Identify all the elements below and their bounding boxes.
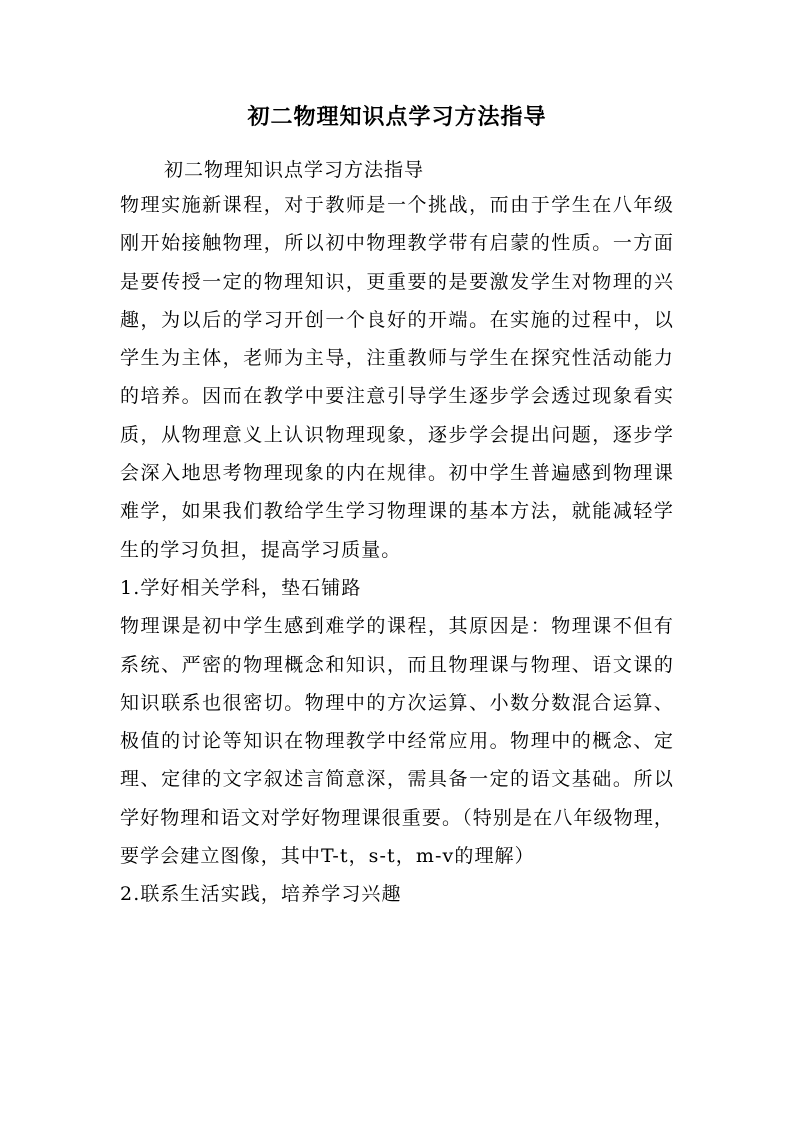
document-title: 初二物理知识点学习方法指导 (247, 105, 547, 130)
document-subtitle: 初二物理知识点学习方法指导 (164, 159, 425, 181)
section-1-paragraph: 物理课是初中学生感到难学的课程，其原因是：物理课不但有系统、严密的物理概念和知识，而且物理课与物理、语文课的知识联系也很密切。物理中的方次运算、小数分数混合运算、极值的讨论等知识在物理教学中经常应用。物理中的概念、定理、定律的文字叙述言简意深，需具备一定的语文基础。所以学好物理和语文对学好物理课很重要。（特别是在八年级物理，要学会建立图像，其中T-t，s-t，m-v的理解） (120, 615, 674, 868)
section-heading-1: 1.学好相关学科，垫石铺路 (120, 576, 362, 599)
section-heading-2: 2.联系生活实践，培养学习兴趣 (120, 883, 402, 906)
intro-paragraph: 物理实施新课程，对于教师是一个挑战，而由于学生在八年级刚开始接触物理，所以初中物理教学带有启蒙的性质。一方面是要传授一定的物理知识，更重要的是要激发学生对物理的兴趣，为以后的学习开创一个良好的开端。在实施的过程中，以学生为主体，老师为主导，注重教师与学生在探究性活动能力的培养。因而在教学中要注意引导学生逐步学会透过现象看实质，从物理意义上认识物理现象，逐步学会提出问题，逐步学会深入地思考物理现象的内在规律。初中学生普遍感到物理课难学，如果我们教给学生学习物理课的基本方法，就能减轻学生的学习负担，提高学习质量。 (120, 194, 674, 561)
